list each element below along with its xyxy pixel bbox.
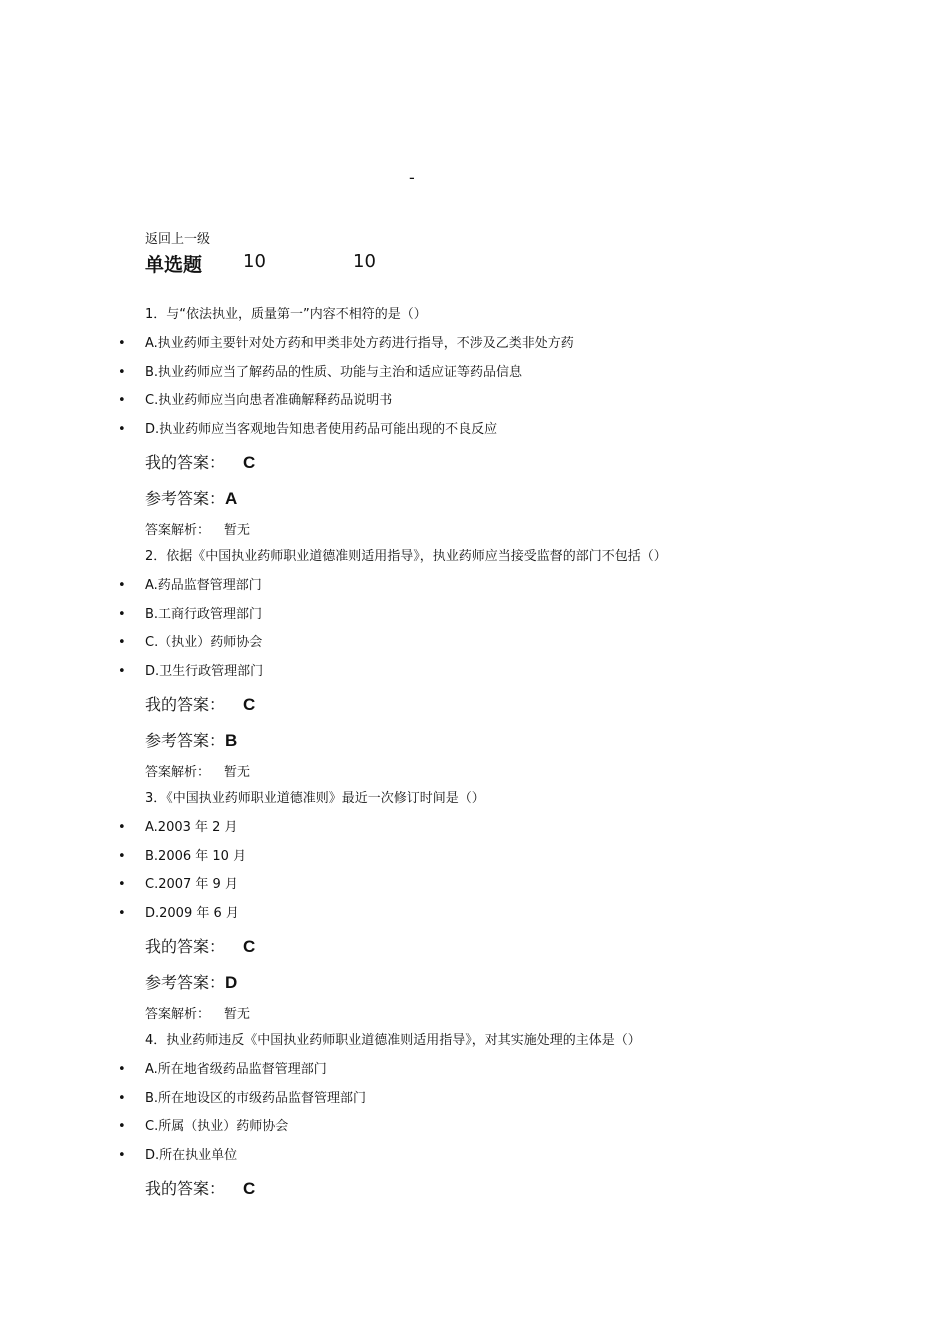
bullet-icon: • [118, 1119, 126, 1134]
option-label: A.药品监督管理部门 [145, 578, 262, 593]
option-label: D.执业药师应当客观地告知患者使用药品可能出现的不良反应 [145, 422, 498, 437]
my-answer-3 [145, 934, 255, 957]
score-value: 10 [353, 251, 376, 272]
ref-answer-label: 参考答案： [145, 973, 226, 992]
my-answer-2 [145, 692, 255, 715]
ref-answer-1 [145, 486, 237, 509]
my-answer-value: C [243, 937, 256, 956]
my-answer-label: 我的答案： [145, 695, 226, 714]
bullet-icon: • [118, 635, 126, 650]
option-label: A.执业药师主要针对处方药和甲类非处方药进行指导，不涉及乙类非处方药 [145, 336, 574, 351]
bullet-icon: • [118, 877, 126, 892]
option-label: B.所在地设区的市级药品监督管理部门 [145, 1091, 367, 1106]
option-2a[interactable] [118, 574, 262, 593]
analysis-value: 暂无 [224, 1007, 251, 1022]
bullet-icon: • [118, 422, 126, 437]
option-2c[interactable] [118, 631, 262, 650]
my-answer-label: 我的答案： [145, 453, 226, 472]
bullet-icon: • [118, 849, 126, 864]
option-1a[interactable] [118, 332, 574, 351]
option-label: D.所在执业单位 [145, 1148, 238, 1163]
bullet-icon: • [118, 1091, 126, 1106]
question-3-text: 3．《中国执业药师职业道德准则》最近一次修订时间是（） [145, 791, 485, 806]
ref-answer-value: B [225, 731, 238, 750]
question-2-text: 2．依据《中国执业药师职业道德准则适用指导》，执业药师应当接受监督的部门不包括（） [145, 549, 667, 564]
option-3c[interactable] [118, 873, 238, 892]
option-label: D.卫生行政管理部门 [145, 664, 264, 679]
section-title: 单选题 [145, 254, 203, 276]
question-count: 10 [243, 251, 266, 272]
question-4-text: 4．执业药师违反《中国执业药师职业道德准则适用指导》，对其实施处理的主体是（） [145, 1033, 641, 1048]
analysis-value: 暂无 [224, 765, 251, 780]
analysis-value: 暂无 [224, 523, 251, 538]
option-label: B.执业药师应当了解药品的性质、功能与主治和适应证等药品信息 [145, 365, 523, 380]
option-label: C.（执业）药师协会 [145, 635, 263, 650]
bullet-icon: • [118, 578, 126, 593]
bullet-icon: • [118, 906, 126, 921]
ref-answer-3 [145, 970, 237, 993]
option-label: B.2006 年 10 月 [145, 849, 247, 864]
option-1c[interactable] [118, 389, 392, 408]
option-label: C.2007 年 9 月 [145, 877, 238, 892]
option-3b[interactable] [118, 845, 246, 864]
bullet-icon: • [118, 607, 126, 622]
my-answer-value: C [243, 695, 256, 714]
option-4d[interactable] [118, 1144, 237, 1163]
option-3d[interactable] [118, 902, 239, 921]
option-label: A.2003 年 2 月 [145, 820, 238, 835]
bullet-icon: • [118, 393, 126, 408]
my-answer-1 [145, 450, 255, 473]
option-3a[interactable] [118, 816, 238, 835]
back-link[interactable]: 返回上一级 [145, 232, 211, 247]
bullet-icon: • [118, 1062, 126, 1077]
option-1d[interactable] [118, 418, 497, 437]
analysis-1 [145, 519, 250, 538]
ref-answer-value: D [225, 973, 238, 992]
option-4c[interactable] [118, 1115, 288, 1134]
bullet-icon: • [118, 1148, 126, 1163]
my-answer-label: 我的答案： [145, 937, 226, 956]
analysis-label: 答案解析： [145, 1007, 211, 1022]
question-1-text: 1．与“依法执业，质量第一”内容不相符的是（） [145, 307, 427, 322]
my-answer-4 [145, 1176, 255, 1199]
bullet-icon: • [118, 365, 126, 380]
section-header [145, 250, 745, 278]
ref-answer-2 [145, 728, 237, 751]
option-label: B.工商行政管理部门 [145, 607, 263, 622]
option-4a[interactable] [118, 1058, 327, 1077]
analysis-label: 答案解析： [145, 523, 211, 538]
analysis-2 [145, 761, 250, 780]
bullet-icon: • [118, 664, 126, 679]
option-label: D.2009 年 6 月 [145, 906, 239, 921]
my-answer-value: C [243, 1179, 256, 1198]
option-4b[interactable] [118, 1087, 366, 1106]
option-label: C.所属（执业）药师协会 [145, 1119, 289, 1134]
my-answer-value: C [243, 453, 256, 472]
ref-answer-value: A [225, 489, 238, 508]
ref-answer-label: 参考答案： [145, 489, 226, 508]
option-label: A.所在地省级药品监督管理部门 [145, 1062, 327, 1077]
option-1b[interactable] [118, 361, 522, 380]
bullet-icon: • [118, 336, 126, 351]
ref-answer-label: 参考答案： [145, 731, 226, 750]
analysis-label: 答案解析： [145, 765, 211, 780]
my-answer-label: 我的答案： [145, 1179, 226, 1198]
analysis-3 [145, 1003, 250, 1022]
option-2d[interactable] [118, 660, 263, 679]
option-label: C.执业药师应当向患者准确解释药品说明书 [145, 393, 393, 408]
bullet-icon: • [118, 820, 126, 835]
option-2b[interactable] [118, 603, 262, 622]
header-dash: - [409, 168, 415, 187]
